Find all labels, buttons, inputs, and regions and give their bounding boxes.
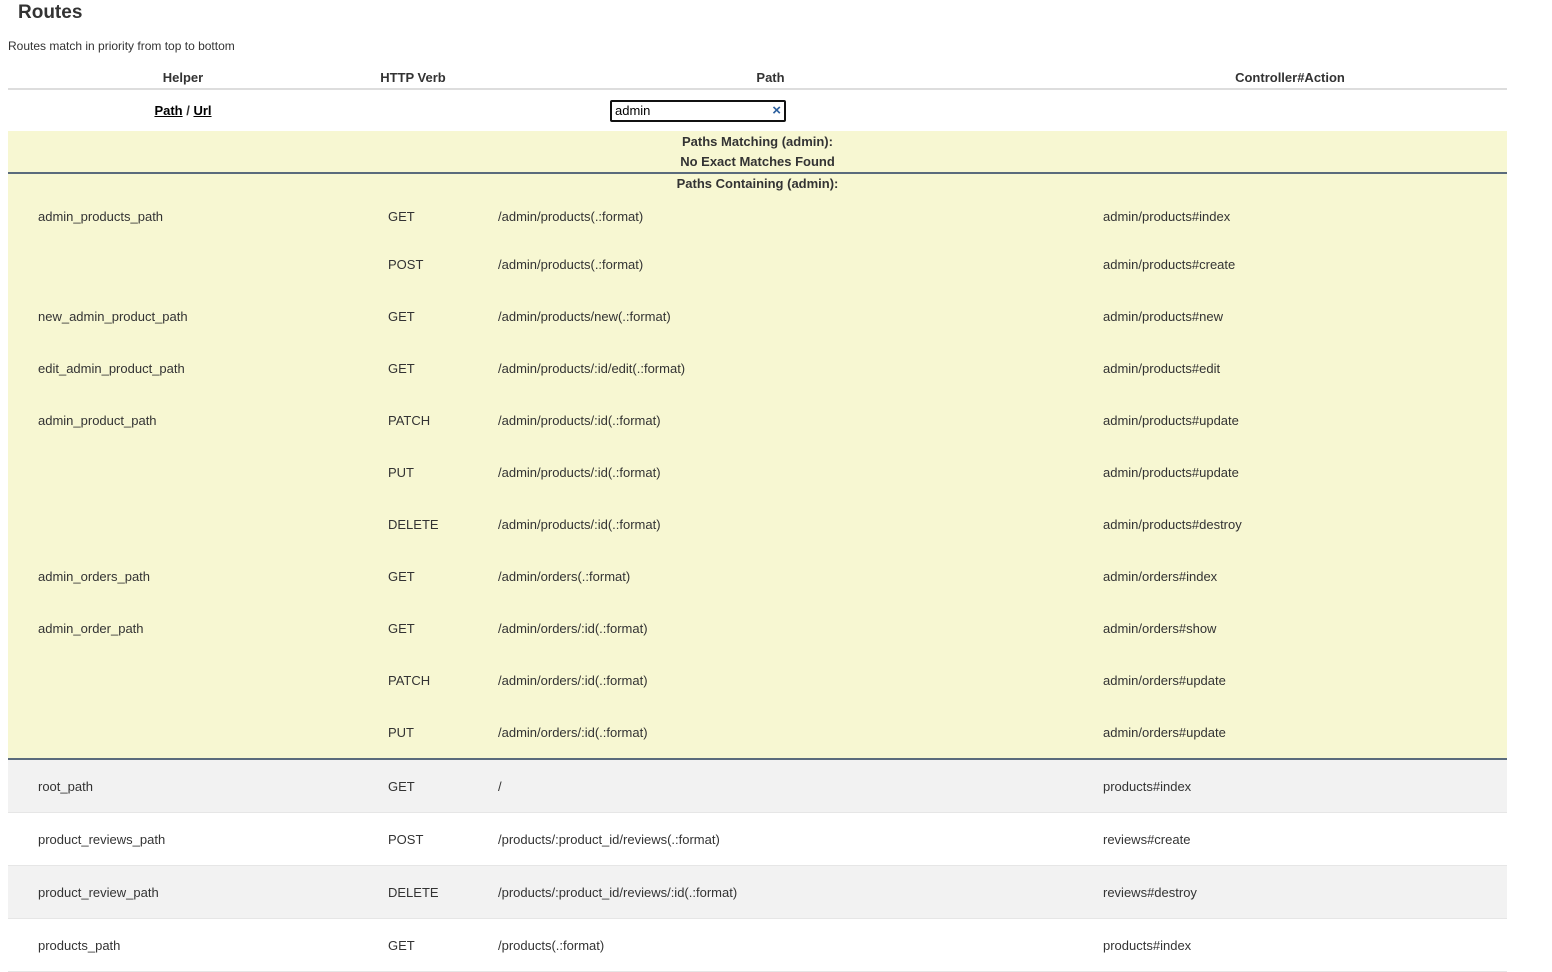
fuzzy-route-row: [8, 654, 1507, 706]
route-verb: GET: [358, 194, 468, 238]
no-matches-message: No Exact Matches Found: [680, 154, 835, 169]
route-helper: admin_products_path: [8, 194, 358, 238]
route-path: /products(.:format): [468, 919, 1073, 972]
search-input[interactable]: [610, 100, 786, 122]
route-path: /admin/orders(.:format): [468, 550, 1073, 602]
page-title: Routes: [18, 2, 83, 23]
route-action: admin/orders#update: [1073, 654, 1507, 706]
route-row: [8, 813, 1507, 866]
fuzzy-route-row: [8, 498, 1507, 550]
route-verb: GET: [358, 759, 468, 813]
route-helper: [8, 706, 358, 759]
route-verb: POST: [358, 813, 468, 866]
clear-search-icon[interactable]: ×: [772, 101, 781, 119]
route-path: /admin/orders/:id(.:format): [468, 654, 1073, 706]
route-action: admin/products#index: [1073, 194, 1507, 238]
route-path: /admin/orders/:id(.:format): [468, 602, 1073, 654]
route-path: /admin/products/new(.:format): [468, 290, 1073, 342]
route-verb: GET: [358, 342, 468, 394]
route-action: admin/products#destroy: [1073, 498, 1507, 550]
route-verb: GET: [358, 290, 468, 342]
route-helper: [8, 498, 358, 550]
fuzzy-route-row: [8, 706, 1507, 759]
route-action: reviews#destroy: [1073, 866, 1507, 919]
route-path: /admin/products/:id(.:format): [468, 498, 1073, 550]
route-helper: root_path: [8, 759, 358, 813]
route-helper: admin_orders_path: [8, 550, 358, 602]
search-cell: [468, 89, 1073, 131]
route-path: /products/:product_id/reviews(.:format): [468, 813, 1073, 866]
column-header-helper: Helper: [8, 66, 358, 89]
route-verb: GET: [358, 602, 468, 654]
route-action: reviews#create: [1073, 813, 1507, 866]
routes-table: [8, 66, 1507, 972]
route-action: admin/orders#index: [1073, 550, 1507, 602]
filter-empty-cell: [1073, 89, 1507, 131]
matching-heading: Paths Matching (admin):: [682, 134, 833, 149]
fuzzy-route-row: [8, 602, 1507, 654]
route-verb: PUT: [358, 446, 468, 498]
path-url-separator: /: [182, 103, 194, 118]
route-action: admin/products#update: [1073, 446, 1507, 498]
route-row: [8, 759, 1507, 813]
table-header-row: [8, 66, 1507, 89]
filter-row: [8, 89, 1507, 131]
filter-empty-cell: [358, 89, 468, 131]
route-helper: new_admin_product_path: [8, 290, 358, 342]
route-verb: PATCH: [358, 654, 468, 706]
column-header-action: Controller#Action: [1073, 66, 1507, 89]
route-verb: PUT: [358, 706, 468, 759]
route-action: admin/orders#update: [1073, 706, 1507, 759]
route-helper: [8, 446, 358, 498]
route-action: admin/products#create: [1073, 238, 1507, 290]
route-helper: products_path: [8, 919, 358, 972]
fuzzy-route-row: [8, 238, 1507, 290]
route-path: /admin/products/:id(.:format): [468, 394, 1073, 446]
route-helper: product_review_path: [8, 866, 358, 919]
path-url-toggle: [8, 89, 358, 131]
path-link[interactable]: Path: [154, 103, 183, 118]
route-action: admin/orders#show: [1073, 602, 1507, 654]
route-path: /: [468, 759, 1073, 813]
route-row: [8, 919, 1507, 972]
route-verb: DELETE: [358, 498, 468, 550]
route-helper: admin_product_path: [8, 394, 358, 446]
route-action: admin/products#edit: [1073, 342, 1507, 394]
route-verb: PATCH: [358, 394, 468, 446]
column-header-verb: HTTP Verb: [358, 66, 468, 89]
route-helper: admin_order_path: [8, 602, 358, 654]
route-helper: edit_admin_product_path: [8, 342, 358, 394]
route-action: admin/products#new: [1073, 290, 1507, 342]
fuzzy-route-row: [8, 550, 1507, 602]
matching-header-row: [8, 131, 1507, 173]
column-header-path: Path: [468, 66, 1073, 89]
route-verb: GET: [358, 919, 468, 972]
route-helper: [8, 238, 358, 290]
route-helper: product_reviews_path: [8, 813, 358, 866]
route-row: [8, 866, 1507, 919]
route-path: /admin/products/:id(.:format): [468, 446, 1073, 498]
route-action: products#index: [1073, 919, 1507, 972]
route-verb: GET: [358, 550, 468, 602]
route-path: /products/:product_id/reviews/:id(.:format): [468, 866, 1073, 919]
route-path: /admin/products/:id/edit(.:format): [468, 342, 1073, 394]
fuzzy-route-row: [8, 342, 1507, 394]
route-action: products#index: [1073, 759, 1507, 813]
route-path: /admin/products(.:format): [468, 194, 1073, 238]
url-link[interactable]: Url: [193, 103, 212, 118]
route-helper: [8, 654, 358, 706]
route-verb: DELETE: [358, 866, 468, 919]
search-box: [610, 100, 786, 122]
containing-header-row: [8, 173, 1507, 194]
fuzzy-route-row: [8, 194, 1507, 238]
route-verb: POST: [358, 238, 468, 290]
page-subtitle: Routes match in priority from top to bottom: [8, 39, 235, 53]
route-path: /admin/orders/:id(.:format): [468, 706, 1073, 759]
fuzzy-route-row: [8, 446, 1507, 498]
route-path: /admin/products(.:format): [468, 238, 1073, 290]
containing-heading: Paths Containing (admin):: [8, 173, 1507, 194]
fuzzy-route-row: [8, 394, 1507, 446]
route-action: admin/products#update: [1073, 394, 1507, 446]
matching-header: [8, 131, 1507, 173]
fuzzy-route-row: [8, 290, 1507, 342]
